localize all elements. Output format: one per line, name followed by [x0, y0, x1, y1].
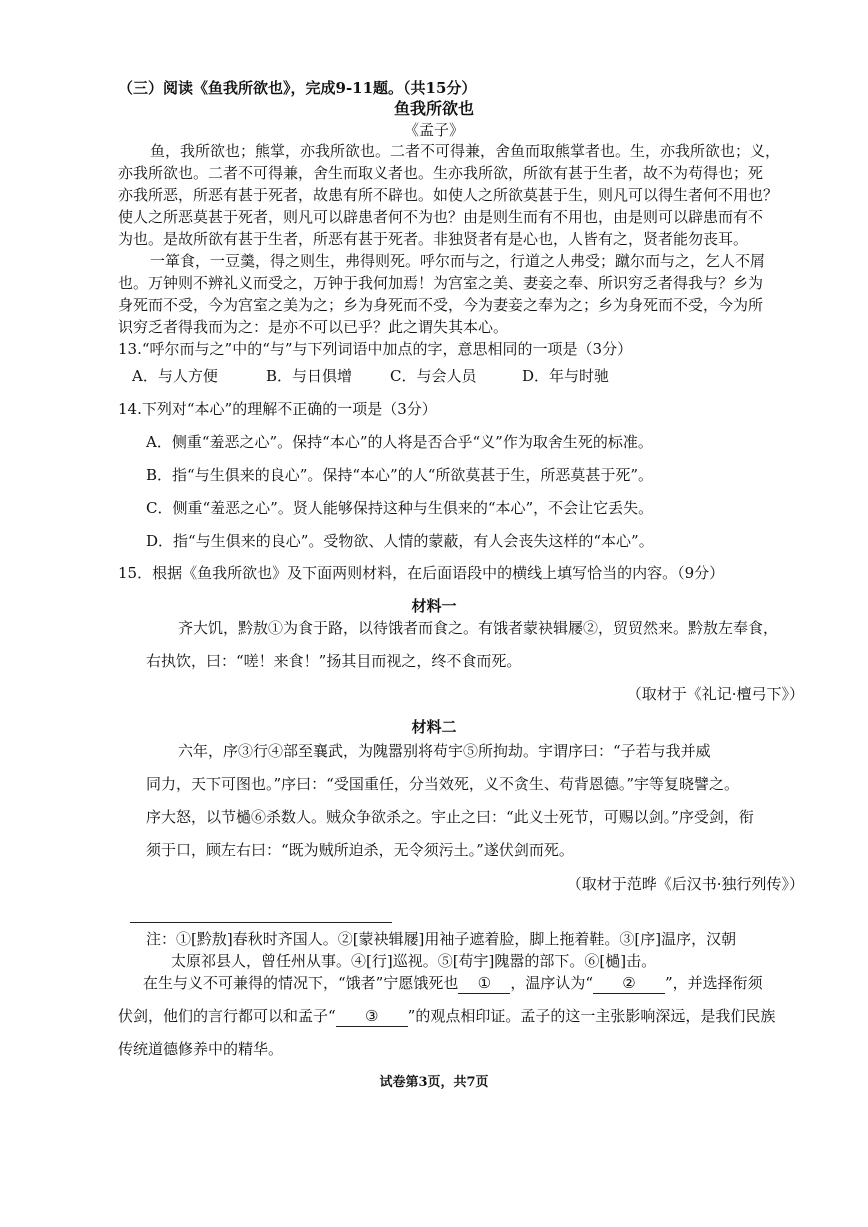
material-1-title: 材料一	[411, 597, 457, 615]
fill-line-1	[143, 973, 763, 994]
passage-author: 《孟子》	[403, 121, 464, 139]
notes-line: 太原祁县人，曾任州从事。④[行]巡视。⑤[苟宇]隗嚣的部下。⑥[檛]击。	[171, 952, 657, 970]
fill-line-2	[118, 1006, 775, 1027]
material-1-source: （取材于《礼记·檀弓下》）	[626, 685, 804, 703]
q13-option-c: C．与会人员	[390, 367, 477, 385]
material-2-source: （取材于范晔《后汉书·独行列传》）	[566, 875, 804, 893]
question-14-stem: 14.下列对“本心”的理解不正确的一项是（3分）	[118, 400, 437, 418]
q14-option-a: A．侧重“羞恶之心”。保持“本心”的人将是否合乎“义”作为取舍生死的标准。	[146, 433, 653, 451]
fill-line-3: 传统道德修养中的精华。	[118, 1040, 284, 1058]
answer-blank-3[interactable]: ③	[336, 1006, 408, 1027]
passage-line: 一箪食，一豆羹，得之则生，弗得则死。呼尔而与之，行道之人弗受；蹴尔而与之，乞人不屑	[150, 252, 766, 270]
passage-line: 鱼，我所欲也；熊掌，亦我所欲也。二者不可得兼，舍鱼而取熊掌者也。生，亦我所欲也；义，	[150, 142, 781, 160]
fill-text: ”的观点相印证。孟子的这一主张影响深远，是我们民族	[407, 1007, 776, 1025]
q14-option-d: D．指“与生俱来的良心”。受物欲、人情的蒙蔽，有人会丧失这样的“本心”。	[146, 532, 654, 550]
question-13-stem: 13.“呼尔而与之”中的“与”与下列词语中加点的字，意思相同的一项是（3分）	[118, 340, 633, 358]
material-1-line: 右执饮，曰：“嗟！来食！”扬其目而视之，终不食而死。	[146, 652, 522, 670]
material-1-line: 齐大饥，黔敖①为食于路，以待饿者而食之。有饿者蒙袂辑屦②，贸贸然来。黔敖左奉食，	[178, 619, 779, 637]
notes-divider	[130, 922, 392, 923]
page-footer: 试卷第3页，共7页	[379, 1075, 489, 1090]
q14-option-b: B．指“与生俱来的良心”。保持“本心”的人“所欲莫甚于生，所恶莫甚于死”。	[146, 466, 654, 484]
notes-line: 注：①[黔敖]春秋时齐国人。②[蒙袂辑屦]用袖子遮着脸，脚上拖着鞋。③[序]温序，汉朝	[146, 930, 737, 948]
passage-line: 身死而不受，今为宫室之美为之；乡为身死而不受，今为妻妾之奉为之；乡为身死而不受，今为所	[118, 296, 764, 314]
material-2-line: 同力，天下可图也。”序曰：“受国重任，分当效死，义不贪生、苟背恩德。”宇等复晓譬之。	[146, 775, 740, 793]
passage-line: 识穷乏者得我而为之：是亦不可以已乎？此之谓失其本心。	[118, 318, 509, 336]
q13-option-a: A．与人方便	[132, 367, 218, 385]
q13-option-d: D．年与时驰	[522, 367, 610, 385]
passage-line: 也。万钟则不辨礼义而受之，万钟于我何加焉！为宫室之美、妻妾之奉、所识穷乏者得我与？乡为	[118, 274, 764, 292]
passage-line: 使人之所恶莫甚于死者，则凡可以辟患者何不为也？由是则生而有不用也，由是则可以辟患而有不	[118, 208, 764, 226]
fill-text: 伏剑，他们的言行都可以和孟子“	[118, 1007, 336, 1025]
passage-line: 亦我所欲也。二者不可得兼，舍生而取义者也。生亦我所欲，所欲有甚于生者，故不为苟得也；死	[118, 164, 764, 182]
answer-blank-2[interactable]: ②	[593, 973, 665, 994]
material-2-title: 材料二	[411, 718, 457, 736]
q13-option-b: B．与日俱增	[266, 367, 353, 385]
fill-text: ”，并选择衔须	[665, 974, 763, 992]
section-heading: （三）阅读《鱼我所欲也》，完成9-11题。（共15分）	[118, 79, 477, 97]
material-2-line: 须于口，顾左右曰：“既为贼所迫杀，无令须污土。”遂伏剑而死。	[146, 841, 574, 859]
material-2-line: 六年，序③行④部至襄武，为隗嚣别将苟宇⑤所拘劫。宇谓序曰：“子若与我并威	[178, 742, 711, 760]
q14-option-c: C．侧重“羞恶之心”。贤人能够保持这种与生俱来的“本心”，不会让它丢失。	[146, 499, 654, 517]
answer-blank-1[interactable]: ①	[458, 973, 510, 994]
passage-line: 亦我所恶，所恶有甚于死者，故患有所不辟也。如使人之所欲莫甚于生，则凡可以得生者何不用也？	[118, 186, 779, 204]
passage-line: 为也。是故所欲有甚于生者，所恶有甚于死者。非独贤者有是心也，人皆有之，贤者能勿丧耳。	[118, 230, 749, 248]
fill-text: ，温序认为“	[510, 974, 594, 992]
passage-title: 鱼我所欲也	[393, 99, 474, 118]
material-2-line: 序大怒，以节檛⑥杀数人。贼众争欲杀之。宇止之曰：“此义士死节，可赐以剑。”序受剑，衔	[146, 808, 754, 826]
question-15-stem: 15．根据《鱼我所欲也》及下面两则材料，在后面语段中的横线上填写恰当的内容。（9分）	[118, 564, 725, 582]
fill-text: 在生与义不可兼得的情况下，“饿者”宁愿饿死也	[143, 974, 459, 992]
